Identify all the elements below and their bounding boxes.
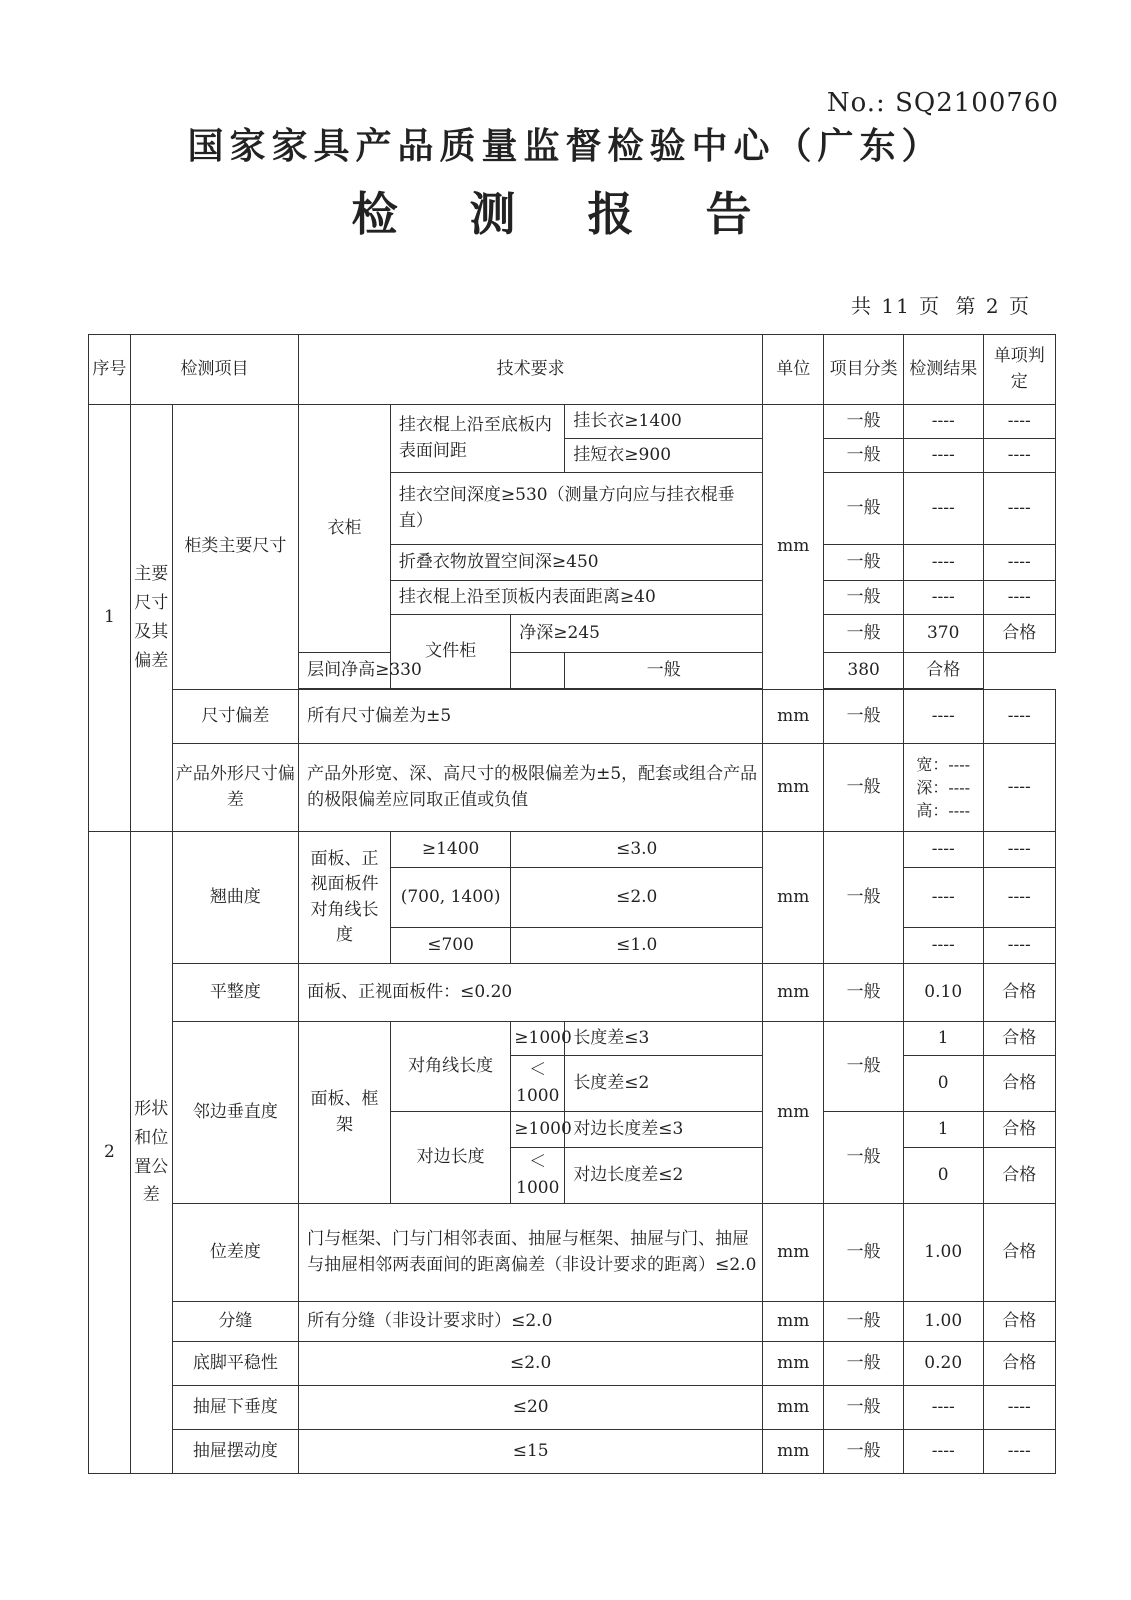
result: ----	[903, 545, 983, 581]
table-row	[89, 1430, 1056, 1474]
header-class: 项目分类	[824, 335, 904, 405]
perp-req: 长度差≤3	[565, 1022, 763, 1056]
perp-condition: 面板、框架	[299, 1022, 391, 1204]
class-general: 一般	[565, 653, 763, 689]
class-general: 一般	[824, 545, 904, 581]
req-net-depth: 净深≥245	[511, 615, 824, 653]
verdict: ----	[983, 545, 1056, 581]
warp-len-3: ≤700	[390, 928, 510, 964]
req-short: 挂短衣≥900	[565, 439, 763, 473]
result: 0	[903, 1056, 983, 1112]
verdict: 合格	[983, 1112, 1056, 1148]
group1-seq: 1	[89, 405, 131, 832]
verdict: ----	[983, 868, 1056, 928]
header-verdict: 单项判定	[983, 335, 1056, 405]
swing-label: 抽屉摆动度	[172, 1430, 298, 1474]
table-row	[89, 1204, 1056, 1302]
table-row	[89, 1342, 1056, 1386]
foot-label: 底脚平稳性	[172, 1342, 298, 1386]
class-general: 一般	[824, 1302, 904, 1342]
unit-mm: mm	[763, 1342, 824, 1386]
result: ----	[903, 1386, 983, 1430]
unit-mm: mm	[763, 744, 824, 832]
verdict: ----	[983, 581, 1056, 615]
table-row	[89, 832, 1056, 868]
verdict: ----	[983, 1386, 1056, 1430]
result: 1.00	[903, 1204, 983, 1302]
table-row	[89, 744, 1056, 832]
unit-mm: mm	[763, 405, 824, 690]
page-current: 第 2 页	[955, 294, 1031, 318]
class-general: 一般	[824, 1204, 904, 1302]
gap-label: 分缝	[172, 1302, 298, 1342]
result: 1	[903, 1112, 983, 1148]
unit-mm: mm	[763, 690, 824, 744]
result: ----	[903, 690, 983, 744]
verdict: ----	[983, 832, 1056, 868]
req-tolerance: 所有尺寸偏差为±5	[299, 690, 763, 744]
group2-name: 形状和位置公差	[130, 832, 172, 1474]
dimension-tolerance: 尺寸偏差	[172, 690, 298, 744]
perpendicularity-label: 邻边垂直度	[172, 1022, 298, 1204]
req-gap: 所有分缝（非设计要求时）≤2.0	[299, 1302, 763, 1342]
class-general: 一般	[824, 1022, 904, 1112]
perp-len: ＜1000	[511, 1056, 565, 1112]
class-general: 一般	[824, 581, 904, 615]
warp-req-1: ≤3.0	[511, 832, 763, 868]
result: ----	[903, 832, 983, 868]
req-sag: ≤20	[299, 1386, 763, 1430]
class-general: 一般	[824, 439, 904, 473]
result: 380	[824, 653, 904, 689]
file-cabinet-label: 文件柜	[390, 615, 510, 689]
req-shape: 产品外形宽、深、高尺寸的极限偏差为±5，配套或组合产品的极限偏差应同取正值或负值	[299, 744, 763, 832]
diag-length: 对角线长度	[390, 1022, 510, 1112]
table-header-row	[89, 335, 1056, 405]
header-result: 检测结果	[903, 335, 983, 405]
class-general: 一般	[824, 964, 904, 1022]
page-info	[845, 290, 1031, 319]
verdict: 合格	[983, 1148, 1056, 1204]
class-general: 一般	[824, 473, 904, 545]
result: 0	[903, 1148, 983, 1204]
class-general: 一般	[824, 1386, 904, 1430]
req-layer-height: 层间净高≥330	[299, 653, 565, 689]
unit-mm: mm	[763, 1386, 824, 1430]
warp-label: 翘曲度	[172, 832, 298, 964]
verdict: ----	[983, 405, 1056, 439]
result: ----	[903, 473, 983, 545]
opp-length: 对边长度	[390, 1112, 510, 1204]
hang-rod-label: 挂衣棍上沿至底板内表面间距	[390, 405, 564, 473]
unit-mm: mm	[763, 1022, 824, 1204]
unit-mm: mm	[763, 1302, 824, 1342]
warp-len-2: (700, 1400)	[390, 868, 510, 928]
perp-req: 对边长度差≤2	[565, 1148, 763, 1204]
organization-title: 国家家具产品质量监督检验中心（广东）	[187, 125, 944, 167]
req-rod-top: 挂衣棍上沿至顶板内表面距离≥40	[390, 581, 762, 615]
result: 370	[903, 615, 983, 653]
req-hang-depth: 挂衣空间深度≥530（测量方向应与挂衣棍垂直）	[390, 473, 762, 545]
result: 0.10	[903, 964, 983, 1022]
req-position: 门与框架、门与门相邻表面、抽屉与框架、抽屉与门、抽屉与抽屉相邻两表面间的距离偏差（非设计要求的距离）≤2.0	[299, 1204, 763, 1302]
group1-name: 主要尺寸及其偏差	[130, 405, 172, 832]
shape-dimension-tolerance: 产品外形尺寸偏差	[172, 744, 298, 832]
perp-req: 对边长度差≤3	[565, 1112, 763, 1148]
report-number: No.: SQ2100760	[826, 88, 1059, 118]
table-row	[89, 1302, 1056, 1342]
group2-seq: 2	[89, 832, 131, 1474]
result: ----	[903, 928, 983, 964]
inspection-table	[88, 334, 1056, 1474]
verdict: 合格	[983, 615, 1056, 653]
wardrobe-label: 衣柜	[299, 405, 391, 653]
report-title: 检 测 报 告	[351, 187, 780, 241]
class-general: 一般	[824, 832, 904, 964]
class-general: 一般	[824, 744, 904, 832]
class-general: 一般	[824, 690, 904, 744]
result: ----	[903, 405, 983, 439]
perp-len: ≥1000	[511, 1112, 565, 1148]
verdict: 合格	[983, 1056, 1056, 1112]
verdict: ----	[983, 690, 1056, 744]
result-depth: 深：----	[916, 777, 971, 797]
verdict: ----	[983, 473, 1056, 545]
verdict: ----	[983, 928, 1056, 964]
result-width: 宽：----	[916, 754, 971, 774]
unit-mm: mm	[763, 1204, 824, 1302]
position-label: 位差度	[172, 1204, 298, 1302]
req-flatness: 面板、正视面板件：≤0.20	[299, 964, 763, 1022]
header-requirement: 技术要求	[299, 335, 763, 405]
header-item: 检测项目	[130, 335, 298, 405]
class-general: 一般	[824, 615, 904, 653]
result-shape	[903, 744, 983, 832]
result: ----	[903, 439, 983, 473]
perp-len: ≥1000	[511, 1022, 565, 1056]
class-general: 一般	[824, 1430, 904, 1474]
table-row	[89, 1022, 1056, 1056]
warp-len-1: ≥1400	[390, 832, 510, 868]
table-row	[89, 405, 1056, 439]
req-foot: ≤2.0	[299, 1342, 763, 1386]
verdict: 合格	[983, 1204, 1056, 1302]
result: ----	[903, 581, 983, 615]
result: ----	[903, 868, 983, 928]
class-general: 一般	[824, 1342, 904, 1386]
verdict: 合格	[903, 653, 983, 689]
result-height: 高：----	[916, 801, 971, 821]
page-total: 共 11 页	[851, 294, 942, 318]
result: ----	[903, 1430, 983, 1474]
header-unit: 单位	[763, 335, 824, 405]
perp-len: ＜1000	[511, 1148, 565, 1204]
table-row	[89, 1386, 1056, 1430]
flatness-label: 平整度	[172, 964, 298, 1022]
unit-mm: mm	[763, 832, 824, 964]
req-swing: ≤15	[299, 1430, 763, 1474]
class-general: 一般	[824, 405, 904, 439]
result: 1	[903, 1022, 983, 1056]
sag-label: 抽屉下垂度	[172, 1386, 298, 1430]
result: 0.20	[903, 1342, 983, 1386]
unit-mm: mm	[763, 964, 824, 1022]
verdict: ----	[983, 439, 1056, 473]
warp-condition: 面板、正视面板件对角线长度	[299, 832, 391, 964]
verdict: ----	[983, 1430, 1056, 1474]
unit-mm: mm	[763, 1430, 824, 1474]
req-fold-depth: 折叠衣物放置空间深≥450	[390, 545, 762, 581]
warp-req-3: ≤1.0	[511, 928, 763, 964]
verdict: 合格	[983, 964, 1056, 1022]
header-seq: 序号	[89, 335, 131, 405]
req-long: 挂长衣≥1400	[565, 405, 763, 439]
table-row	[89, 964, 1056, 1022]
table-row	[89, 690, 1056, 744]
warp-req-2: ≤2.0	[511, 868, 763, 928]
perp-req: 长度差≤2	[565, 1056, 763, 1112]
class-general: 一般	[824, 1112, 904, 1204]
verdict: 合格	[983, 1022, 1056, 1056]
cabinet-main-dimensions: 柜类主要尺寸	[172, 405, 298, 690]
verdict: ----	[983, 744, 1056, 832]
verdict: 合格	[983, 1302, 1056, 1342]
result: 1.00	[903, 1302, 983, 1342]
verdict: 合格	[983, 1342, 1056, 1386]
